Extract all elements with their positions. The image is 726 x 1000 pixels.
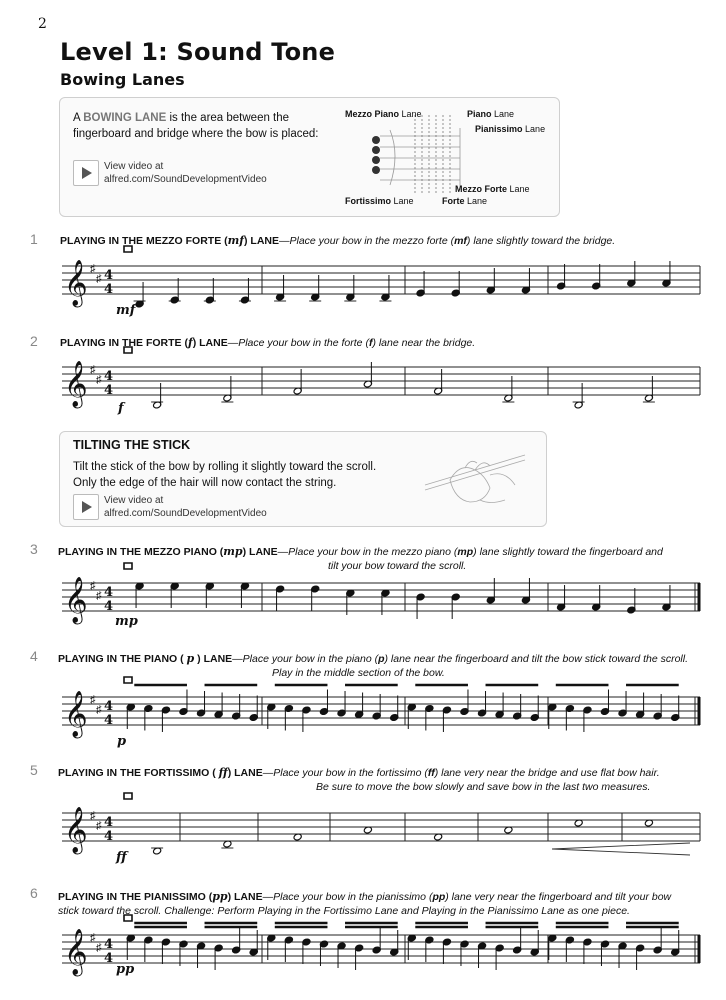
time-signature: 4 [104, 599, 114, 614]
note-head [223, 394, 232, 402]
note-head [653, 946, 662, 954]
note-head [513, 712, 522, 720]
note-head [627, 279, 636, 287]
treble-clef-icon: 𝄞 [64, 577, 88, 623]
note-head [161, 706, 170, 714]
note-head [214, 711, 223, 719]
exercise-instruction-line2: stick toward the scroll. Challenge: Perform Playing in the Fortissimo Lane and Playing in the Pianissimo Lane as one piece. [58, 905, 630, 917]
sharp-icon: ♯ [96, 590, 102, 602]
note-head [644, 394, 653, 402]
mezzo-forte-lane-label: Mezzo Forte Lane [455, 184, 530, 194]
note-head [205, 296, 214, 304]
exercise-heading: PLAYING IN THE PIANISSIMO (pp) LANE—Place your bow in the pianissimo (pp) lane very near the fingerboard and tilt your bow [58, 890, 672, 903]
sharp-icon: ♯ [96, 942, 102, 954]
note-head [644, 819, 653, 827]
sharp-icon: ♯ [96, 273, 102, 285]
note-head [293, 833, 302, 841]
note-head [565, 705, 574, 713]
time-signature: 4 [104, 829, 114, 844]
note-head [267, 934, 276, 942]
bowing-lane-diagram [360, 110, 470, 200]
note-head [249, 948, 258, 956]
exercise-heading: PLAYING IN THE PIANO ( p ) LANE—Place your bow in the piano (p) lane near the fingerboard and tilt the bow stick toward the scroll. [58, 652, 689, 665]
note-head [592, 603, 601, 611]
note-head [126, 703, 135, 711]
note-head [355, 944, 364, 952]
time-signature: 4 [104, 713, 114, 728]
note-head [179, 708, 188, 716]
video-url: alfred.com/SoundDevelopmentVideo [104, 174, 267, 185]
exercise-number: 2 [30, 333, 38, 349]
down-bow-icon [124, 563, 132, 569]
note-head [425, 705, 434, 713]
note-head [144, 936, 153, 944]
note-head [214, 944, 223, 952]
note-head [372, 946, 381, 954]
note-head [442, 938, 451, 946]
treble-clef-icon: 𝄞 [64, 929, 88, 975]
exercise-instruction-line2: tilt your bow toward the scroll. [328, 560, 467, 572]
note-head [284, 705, 293, 713]
note-head [513, 946, 522, 954]
note-head [319, 708, 328, 716]
note-head [653, 712, 662, 720]
note-head [495, 711, 504, 719]
note-head [592, 282, 601, 290]
intro-text [73, 110, 343, 142]
exercise-heading: PLAYING IN THE MEZZO FORTE (mf) LANE—Place your bow in the mezzo forte (mf) lane slightly toward the bridge. [60, 234, 616, 247]
note-head [311, 293, 320, 301]
note-head [460, 940, 469, 948]
note-head [486, 596, 495, 604]
exercise-number: 5 [30, 762, 38, 778]
note-head [583, 938, 592, 946]
intro-prefix: A [73, 112, 84, 124]
note-head [574, 819, 583, 827]
sharp-icon: ♯ [96, 704, 102, 716]
note-head [276, 585, 285, 593]
note-head [574, 401, 583, 409]
sharp-icon: ♯ [96, 820, 102, 832]
note-head [407, 703, 416, 711]
note-head [521, 286, 530, 294]
note-head [407, 934, 416, 942]
dynamic-marking: mp [115, 614, 138, 629]
note-head [249, 714, 258, 722]
note-head [346, 293, 355, 301]
note-head [390, 948, 399, 956]
note-head [451, 593, 460, 601]
exercise-number: 3 [30, 541, 38, 557]
mezzo-piano-lane-label: Mezzo Piano Lane [345, 109, 422, 119]
note-head [381, 589, 390, 597]
note-head [434, 387, 443, 395]
note-head [627, 606, 636, 614]
note-head [662, 279, 671, 287]
note-head [416, 289, 425, 297]
note-head [662, 603, 671, 611]
note-head [179, 940, 188, 948]
time-signature: 4 [104, 699, 114, 714]
time-signature: 4 [104, 282, 114, 297]
dynamic-marking: mf [116, 303, 136, 318]
sharp-icon: ♯ [90, 932, 96, 944]
note-head [319, 940, 328, 948]
note-head [671, 714, 680, 722]
note-head [600, 708, 609, 716]
piano-lane-label: Piano Lane [467, 109, 515, 119]
bowing-lane-term: BOWING LANE [83, 112, 167, 124]
pianissimo-lane-label: Pianissimo Lane [475, 124, 546, 134]
note-head [495, 944, 504, 952]
bow-hand-illustration [420, 440, 530, 512]
exercise-number: 6 [30, 885, 38, 901]
note-head [565, 936, 574, 944]
sharp-icon: ♯ [90, 580, 96, 592]
forte-lane-label: Forte Lane [442, 196, 488, 206]
note-head [548, 934, 557, 942]
time-signature: 4 [104, 937, 114, 952]
note-head [126, 934, 135, 942]
fortissimo-lane-label: Fortissimo Lane [345, 196, 414, 206]
note-head [223, 840, 232, 848]
note-head [197, 709, 206, 717]
note-head [442, 706, 451, 714]
note-head [205, 582, 214, 590]
note-head [153, 401, 162, 409]
play-video-icon[interactable] [73, 494, 99, 520]
note-head [600, 940, 609, 948]
note-head [618, 709, 627, 717]
note-head [425, 936, 434, 944]
note-head [390, 714, 399, 722]
note-head [170, 582, 179, 590]
note-head [486, 286, 495, 294]
note-head [232, 946, 241, 954]
note-head [232, 712, 241, 720]
note-head [355, 711, 364, 719]
exercise-instruction-line2: Be sure to move the bow slowly and save bow in the last two measures. [316, 781, 651, 793]
treble-clef-icon: 𝄞 [64, 691, 88, 737]
note-head [478, 709, 487, 717]
sharp-icon: ♯ [96, 374, 102, 386]
note-head [460, 708, 469, 716]
time-signature: 4 [104, 951, 114, 966]
note-head [161, 938, 170, 946]
note-head [284, 936, 293, 944]
time-signature: 4 [104, 815, 114, 830]
note-head [530, 948, 539, 956]
time-signature: 4 [104, 268, 114, 283]
note-head [197, 942, 206, 950]
time-signature: 4 [104, 383, 114, 398]
note-head [381, 293, 390, 301]
sharp-icon: ♯ [90, 263, 96, 275]
note-head [337, 942, 346, 950]
note-head [557, 282, 566, 290]
intro-video-link[interactable] [104, 160, 267, 186]
note-head [372, 712, 381, 720]
note-head [548, 703, 557, 711]
dynamic-marking: p [117, 734, 127, 749]
note-head [170, 296, 179, 304]
note-head [302, 706, 311, 714]
note-head [521, 596, 530, 604]
note-head [293, 387, 302, 395]
note-head [636, 944, 645, 952]
note-head [135, 582, 144, 590]
page-title: Level 1: Sound Tone [60, 38, 336, 66]
note-head [363, 380, 372, 388]
down-bow-icon [124, 793, 132, 799]
note-head [240, 296, 249, 304]
note-head [557, 603, 566, 611]
play-video-icon[interactable] [73, 160, 99, 186]
treble-clef-icon: 𝄞 [64, 807, 88, 853]
sharp-icon: ♯ [90, 810, 96, 822]
page-number: 2 [38, 16, 47, 32]
note-head [153, 847, 162, 855]
note-head [504, 826, 513, 834]
note-head [311, 585, 320, 593]
note-head [135, 300, 144, 308]
note-head [346, 589, 355, 597]
page-subtitle: Bowing Lanes [60, 70, 185, 89]
time-signature: 4 [104, 369, 114, 384]
note-head [671, 948, 680, 956]
down-bow-icon [124, 677, 132, 683]
exercise-heading: PLAYING IN THE FORTE (f) LANE—Place your bow in the forte (f) lane near the bridge. [60, 336, 476, 349]
treble-clef-icon: 𝄞 [64, 361, 88, 407]
note-head [302, 938, 311, 946]
dynamic-marking: pp [116, 962, 135, 977]
exercise-heading: PLAYING IN THE FORTISSIMO ( ff) LANE—Place your bow in the fortissimo (ff) lane very near the bridge and use flat bow hair. [58, 766, 660, 779]
note-head [363, 826, 372, 834]
video-line1: View video at [104, 161, 164, 172]
time-signature: 4 [104, 585, 114, 600]
exercise-heading: PLAYING IN THE MEZZO PIANO (mp) LANE—Place your bow in the mezzo piano (mp) lane slightly toward the fingerboard and [58, 545, 663, 558]
note-head [618, 942, 627, 950]
exercise-instruction-line2: Play in the middle section of the bow. [272, 667, 445, 679]
note-head [434, 833, 443, 841]
crescendo-hairpin [552, 843, 690, 855]
exercise-number: 4 [30, 648, 38, 664]
dynamic-marking: ff [116, 850, 127, 865]
tilting-text: Tilt the stick of the bow by rolling it slightly toward the scroll. Only the edge of the hair will now contact the string. [73, 461, 377, 489]
note-head [144, 705, 153, 713]
tilting-heading: TILTING THE STICK [73, 438, 191, 452]
exercise-number: 1 [30, 231, 38, 247]
note-head [451, 289, 460, 297]
note-head [504, 394, 513, 402]
treble-clef-icon: 𝄞 [64, 260, 88, 306]
note-head [583, 706, 592, 714]
tilting-video-link[interactable]: View video at alfred.com/SoundDevelopmentVideo [104, 495, 267, 519]
note-head [276, 293, 285, 301]
note-head [478, 942, 487, 950]
note-head [416, 593, 425, 601]
note-head [337, 709, 346, 717]
intro-suffix: is the area between the fingerboard and bridge where the bow is placed: [73, 112, 319, 140]
note-head [240, 582, 249, 590]
note-head [530, 714, 539, 722]
sharp-icon: ♯ [90, 694, 96, 706]
note-head [267, 703, 276, 711]
sharp-icon: ♯ [90, 364, 96, 376]
dynamic-marking: f [118, 401, 124, 416]
note-head [636, 711, 645, 719]
